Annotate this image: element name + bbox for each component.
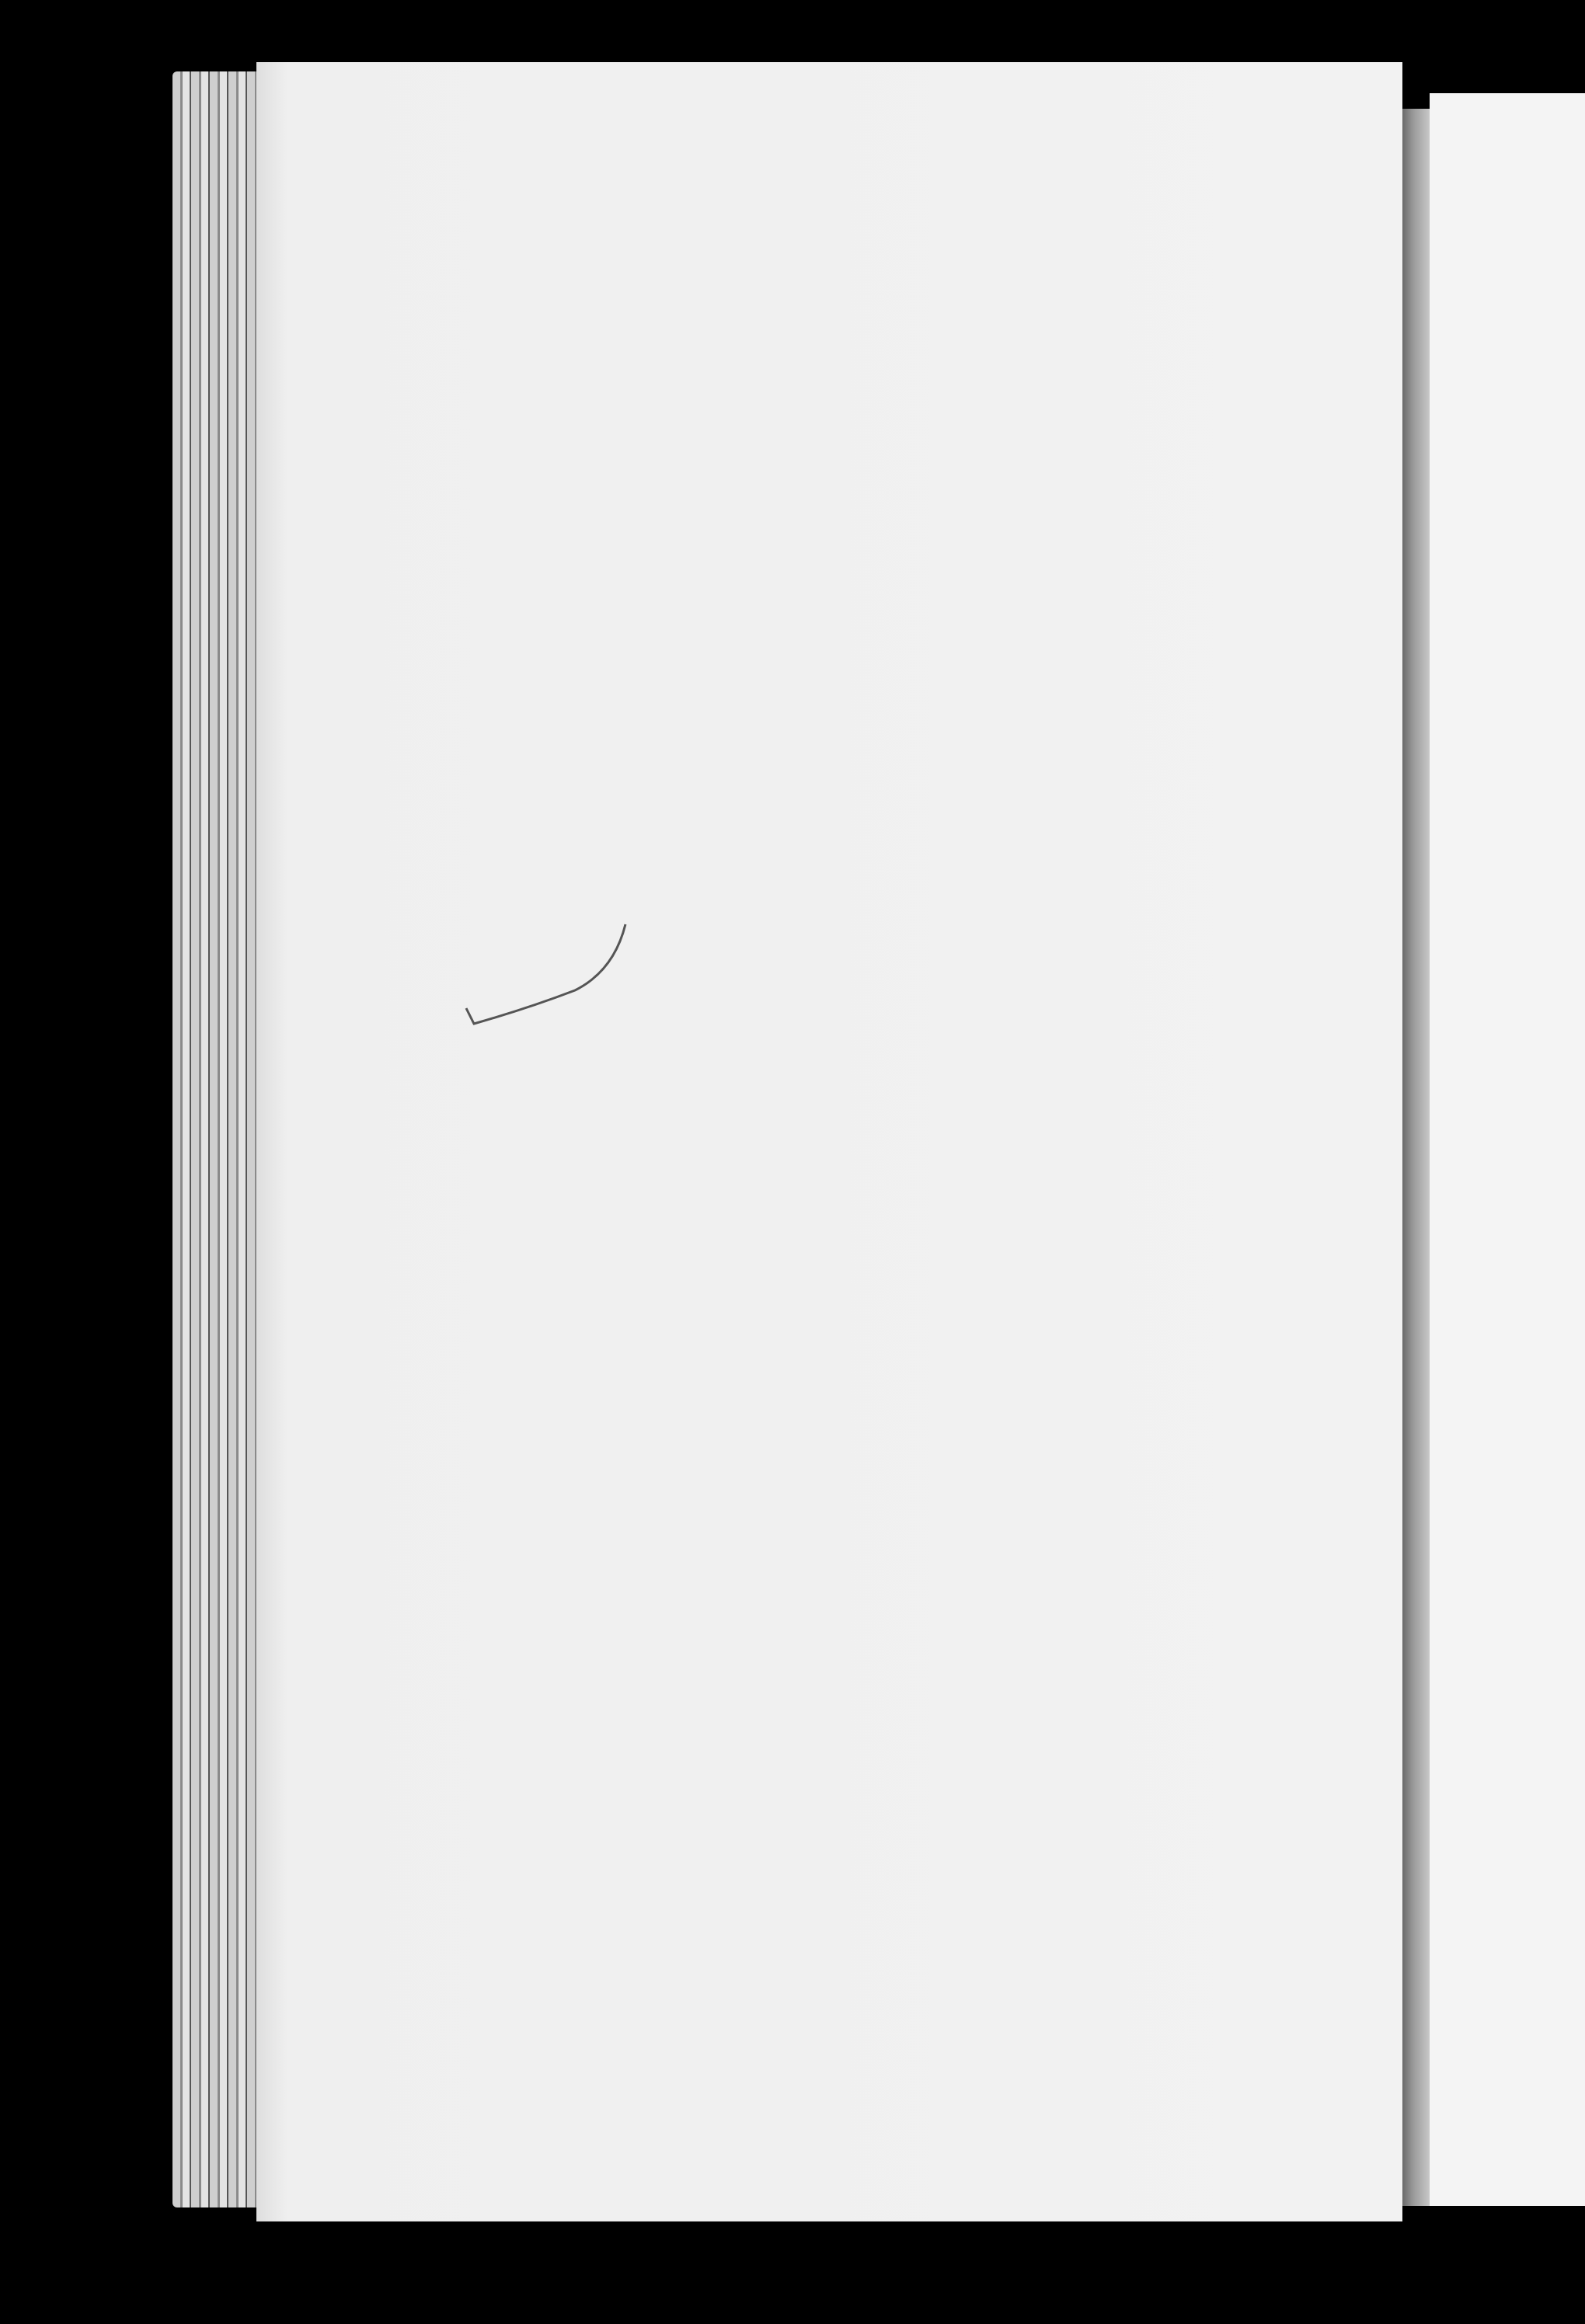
facing-page	[1430, 93, 1585, 2206]
book-page	[256, 62, 1402, 2221]
pencil-mark	[458, 917, 637, 1033]
book-gutter	[1402, 109, 1430, 2206]
page-edges	[172, 71, 266, 2207]
